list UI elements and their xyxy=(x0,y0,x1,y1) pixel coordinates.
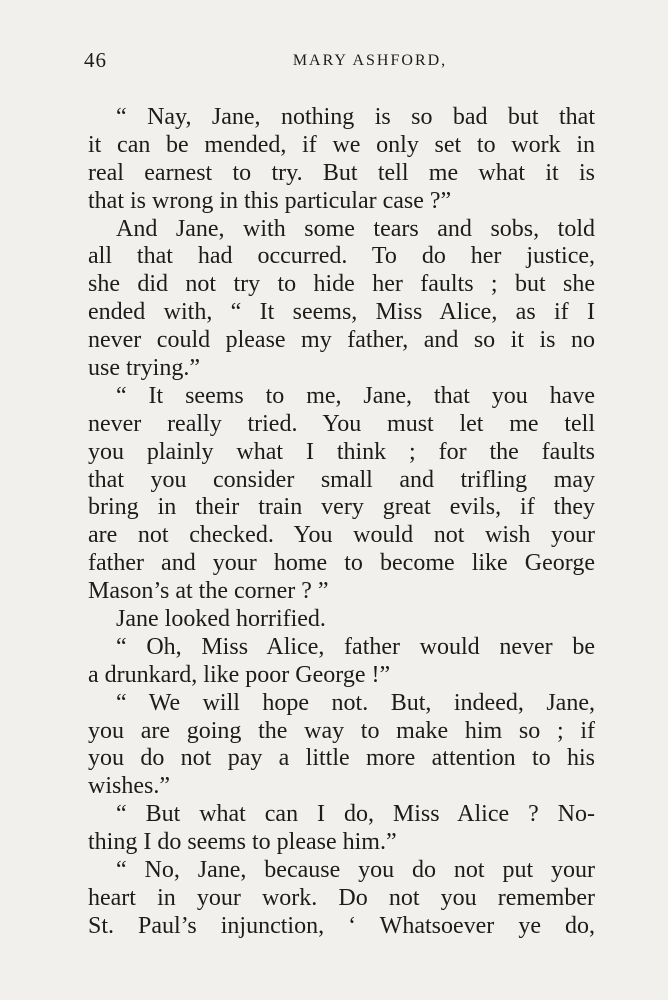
text-line: all that had occurred. To do her justice, xyxy=(88,243,595,270)
text-line: a drunkard, like poor George !” xyxy=(88,661,391,688)
text-line: ended with, “ It seems, Miss Alice, as if I xyxy=(88,299,595,326)
text-line: “ Nay, Jane, nothing is so bad but that xyxy=(116,104,595,130)
text-line: real earnest to try. But tell me what it is xyxy=(88,159,595,186)
text-line: “ It seems to me, Jane, that you have xyxy=(116,382,595,409)
text-line: St. Paul’s injunction, ‘ Whatsoever ye do, xyxy=(88,912,595,939)
text-line: that is wrong in this particular case ?” xyxy=(88,187,452,214)
text-line: “ No, Jane, because you do not put your xyxy=(116,857,595,884)
text-line: she did not try to hide her faults ; but she xyxy=(88,271,595,298)
text-line: that you consider small and trifling may xyxy=(88,466,595,493)
running-title: MARY ASHFORD, xyxy=(292,52,448,69)
text-line: “ We will hope not. But, indeed, Jane, xyxy=(116,689,595,716)
running-head xyxy=(80,48,600,78)
text-line: “ But what can I do, Miss Alice ? No- xyxy=(116,801,595,828)
text-line: use trying.” xyxy=(88,355,200,382)
text-line: thing I do seems to please him.” xyxy=(88,829,397,856)
page-number: 46 xyxy=(84,48,107,72)
text-line: never could please my father, and so it is no xyxy=(88,327,595,354)
text-line: Jane looked horrified. xyxy=(116,606,326,633)
text-line: it can be mended, if we only set to work in xyxy=(88,131,595,158)
text-line: you are going the way to make him so ; if xyxy=(88,717,595,744)
text-line: are not checked. You would not wish your xyxy=(88,522,595,549)
body-text xyxy=(88,104,595,941)
text-line: Mason’s at the corner ? ” xyxy=(88,578,329,605)
text-line: you do not pay a little more attention to his xyxy=(88,745,595,772)
text-line: father and your home to become like George xyxy=(88,550,595,577)
text-line: wishes.” xyxy=(88,773,170,800)
text-line: “ Oh, Miss Alice, father would never be xyxy=(116,633,595,660)
text-line: you plainly what I think ; for the faults xyxy=(88,438,595,465)
text-line: never really tried. You must let me tell xyxy=(88,410,595,437)
text-line: bring in their train very great evils, if they xyxy=(88,494,595,521)
text-line: heart in your work. Do not you remember xyxy=(88,884,595,911)
text-line: And Jane, with some tears and sobs, told xyxy=(116,215,595,242)
